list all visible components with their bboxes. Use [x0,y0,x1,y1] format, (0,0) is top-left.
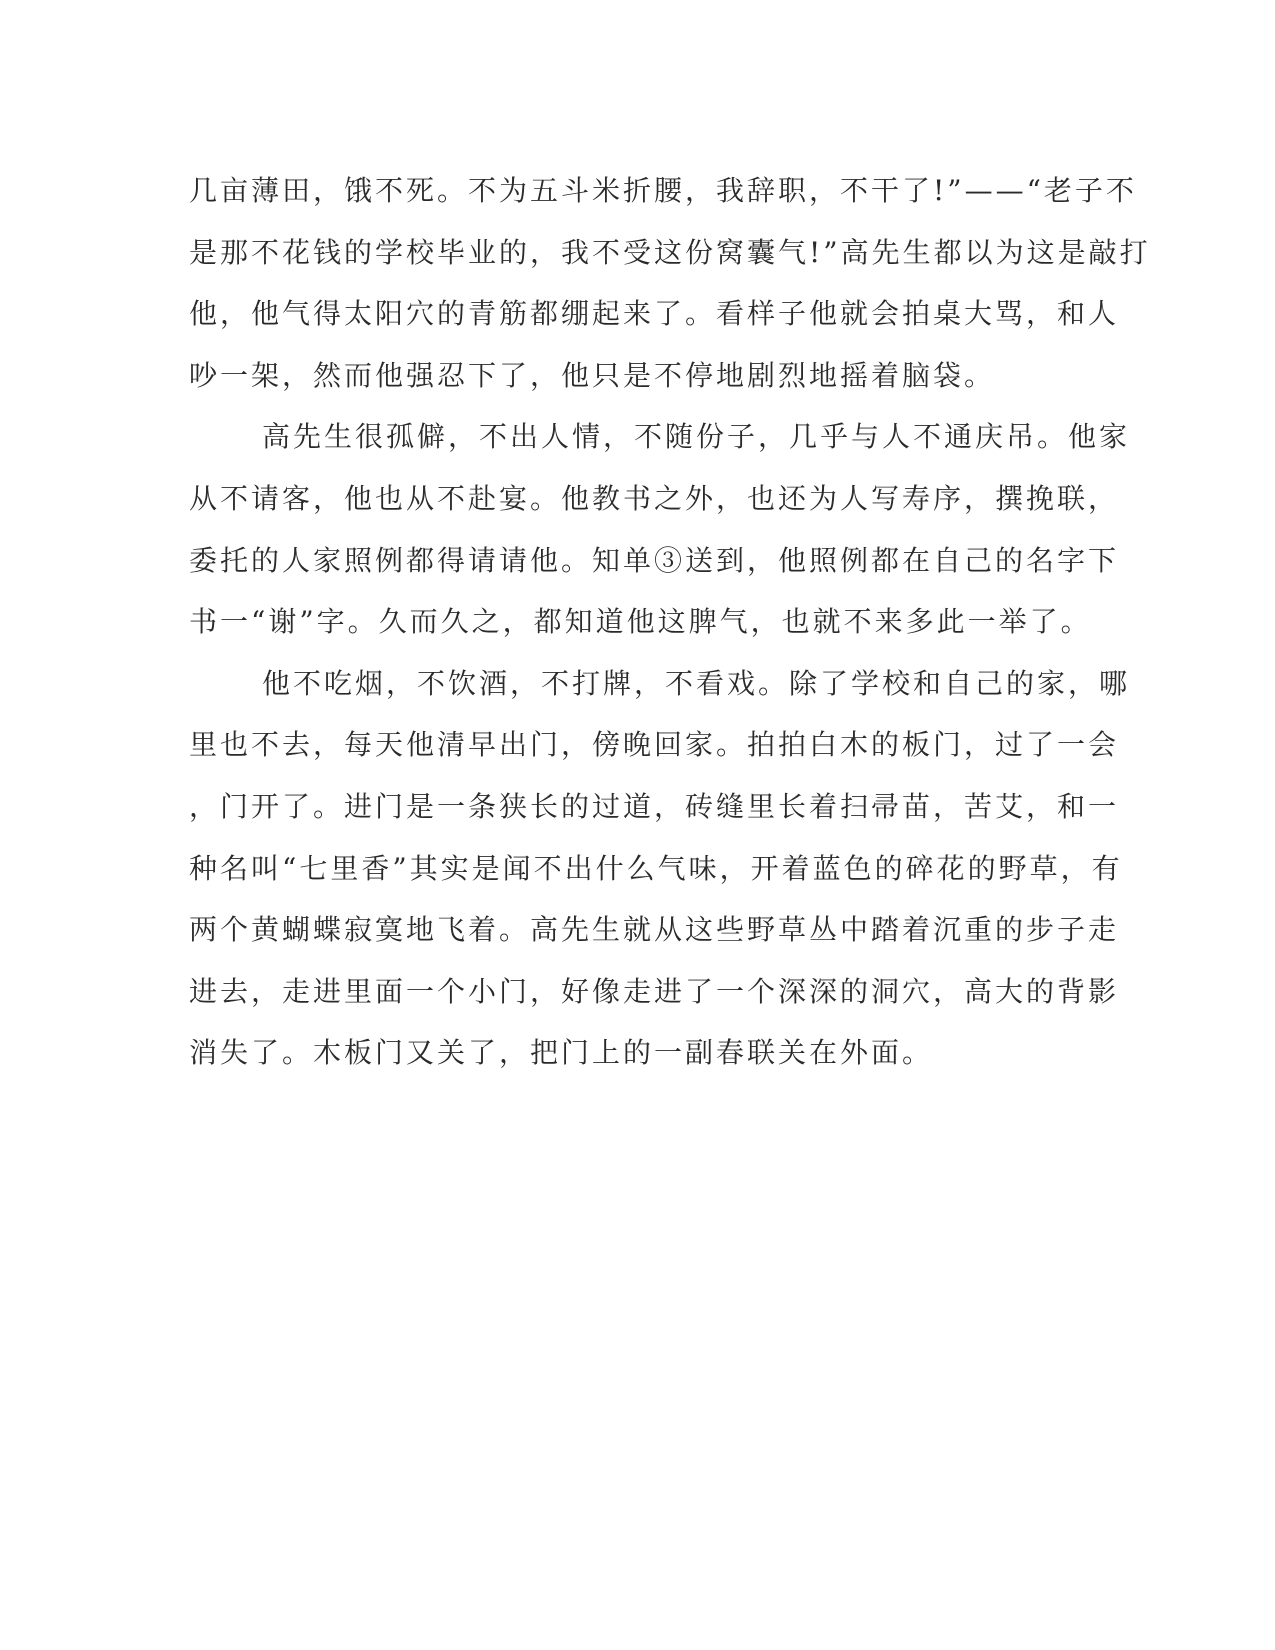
text-line: 两个黄蝴蝶寂寞地飞着。高先生就从这些野草丛中踏着沉重的步子走 [189,913,1120,947]
text-line: 从不请客，他也从不赴宴。他教书之外，也还为人写寿序，撰挽联， [189,481,1120,515]
text-line: 他，他气得太阳穴的青筋都绷起来了。看样子他就会拍桌大骂，和人 [189,297,1120,331]
paragraph-start-line: 他不吃烟，不饮酒，不打牌，不看戏。除了学校和自己的家，哪 [262,666,1131,700]
text-line: 是那不花钱的学校毕业的，我不受这份窝囊气!”高先生都以为这是敲打 [189,235,1151,269]
text-line: 进去，走进里面一个小门，好像走进了一个深深的洞穴，高大的背影 [189,974,1120,1008]
text-line: 书一“谢”字。久而久之，都知道他这脾气，也就不来多此一举了。 [189,605,1092,639]
paragraph-start-line: 高先生很孤僻，不出人情，不随份子，几乎与人不通庆吊。他家 [262,420,1131,454]
text-line: 种名叫“七里香”其实是闻不出什么气味，开着蓝色的碎花的野草，有 [189,851,1123,885]
text-line: 几亩薄田，饿不死。不为五斗米折腰，我辞职，不干了!”——“老子不 [189,174,1137,207]
text-line: 消失了。木板门又关了，把门上的一副春联关在外面。 [189,1036,934,1070]
text-line: 委托的人家照例都得请请他。知单③送到，他照例都在自己的名字下 [189,543,1120,577]
text-line: 吵一架，然而他强忍下了，他只是不停地剧烈地摇着脑袋。 [189,358,996,392]
body-text [189,160,1151,1084]
text-line: 里也不去，每天他清早出门，傍晚回家。拍拍白木的板门，过了一会 [189,728,1120,762]
text-line: ，门开了。进门是一条狭长的过道，砖缝里长着扫帚苗，苦艾，和一 [189,789,1120,823]
